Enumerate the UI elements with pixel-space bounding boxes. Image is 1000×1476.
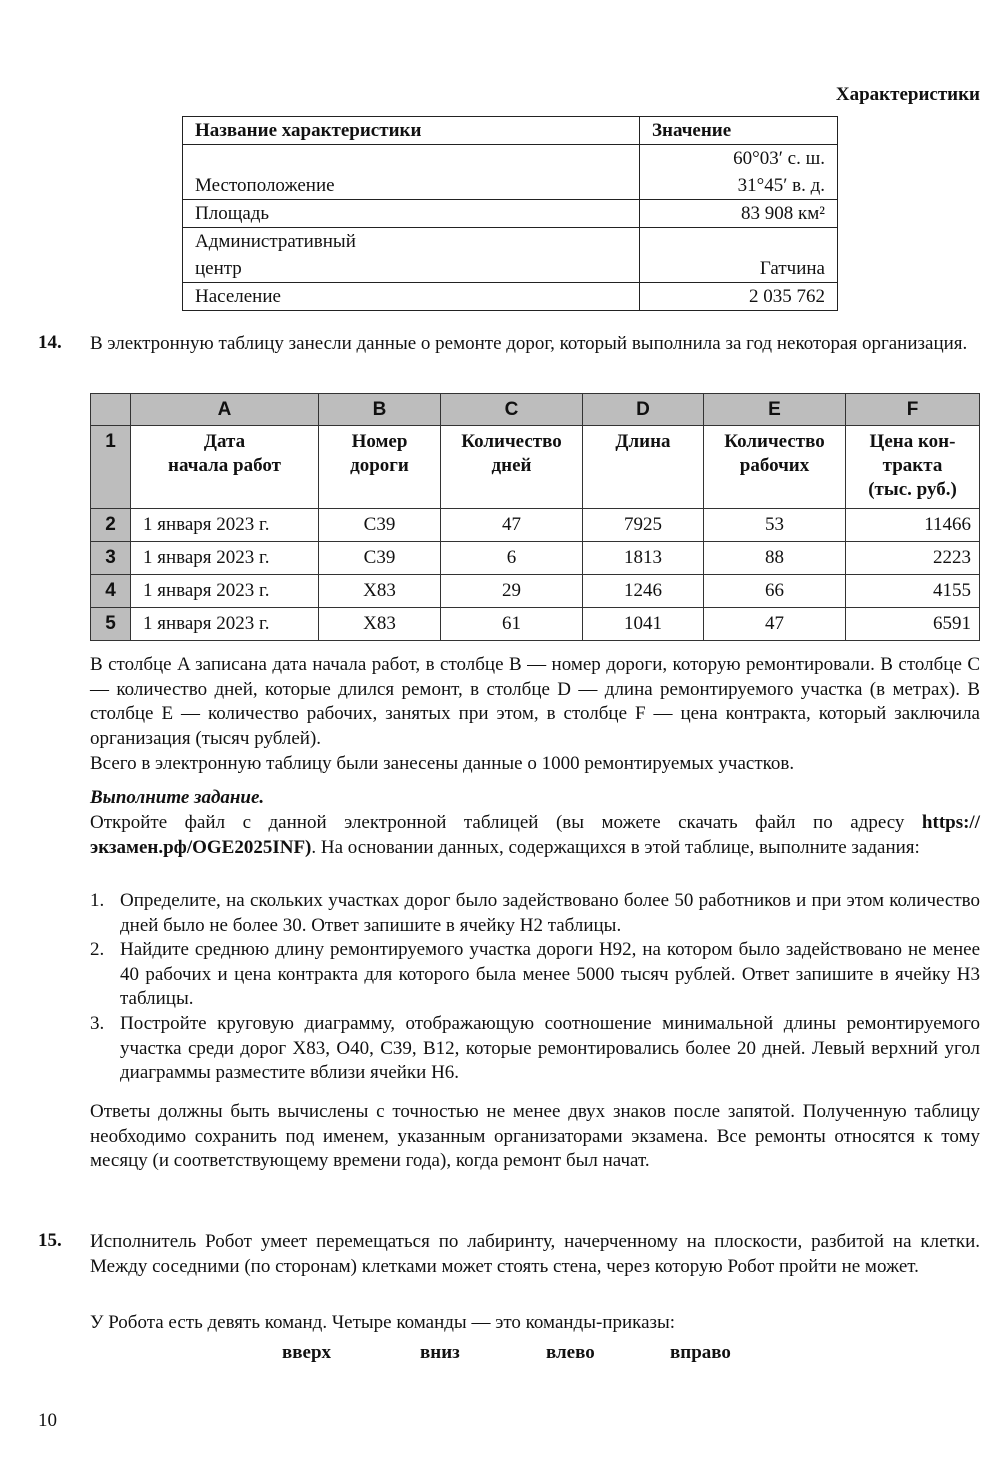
- cell: 11466: [846, 509, 980, 542]
- cell-value: 83 908 км²: [640, 200, 838, 228]
- header-cell: Длина: [583, 426, 704, 509]
- row-header: 4: [91, 575, 131, 608]
- cell: 53: [704, 509, 846, 542]
- cell: 1041: [583, 608, 704, 641]
- row-header: 1: [91, 426, 131, 509]
- cell-value: 60°03′ с. ш. 31°45′ в. д.: [640, 145, 838, 200]
- description: В столбце A записана дата начала работ, в столбце B — номер дороги, которую ремонтировали. В столбце C — количество дней, которые длился ремонт, в столбце D — длина ремонтируемого участка (в метрах). В столбце E — количество рабочих, занятых при этом, в столбце F — цена контракта, который заключила организация (тысяч рублей).: [90, 654, 980, 749]
- column-header: F: [846, 394, 980, 426]
- cell: 47: [704, 608, 846, 641]
- column-header: C: [441, 394, 583, 426]
- cell-value: 2 035 762: [640, 283, 838, 311]
- cell-name: Местоположение: [183, 145, 640, 200]
- table-row: [91, 575, 980, 608]
- task-footer: Ответы должны быть вычислены с точностью не менее двух знаков после запятой. Полученную таблицу необходимо сохранить под именем, указанным организаторами экзамена. Все ремонты относятся к тому месяцу (и соответствующему времени года), когда ремонт был начат.: [90, 1101, 980, 1172]
- task-number: 15.: [38, 1230, 62, 1251]
- cell-name: Площадь: [183, 200, 640, 228]
- description-total: Всего в электронную таблицу были занесены данные о 1000 ремонтируемых участков.: [90, 753, 795, 774]
- column-header: B: [319, 394, 441, 426]
- cell: 1 января 2023 г.: [131, 575, 319, 608]
- cell: 88: [704, 542, 846, 575]
- header-cell: Номер дороги: [319, 426, 441, 509]
- cell: 1 января 2023 г.: [131, 608, 319, 641]
- cell: 1246: [583, 575, 704, 608]
- header-cell: Количество рабочих: [704, 426, 846, 509]
- column-header: A: [131, 394, 319, 426]
- header-cell: Цена кон- тракта (тыс. руб.): [846, 426, 980, 509]
- header-name: Название характеристики: [183, 117, 640, 145]
- cell: 66: [704, 575, 846, 608]
- file-url[interactable]: https://экзамен.рф/OGE2025INF): [90, 812, 980, 858]
- column-header: D: [583, 394, 704, 426]
- command: вниз: [420, 1342, 460, 1363]
- cell: 1 января 2023 г.: [131, 542, 319, 575]
- table-row: [91, 542, 980, 575]
- task-text: Исполнитель Робот умеет перемещаться по лабиринту, начерченному на плоскости, разбитой на клетки. Между соседними (по сторонам) клетками может стоять стена, через которую Робот пройти не может.: [90, 1231, 980, 1277]
- cell: 1813: [583, 542, 704, 575]
- header-cell: Дата начала работ: [131, 426, 319, 509]
- cell: 1 января 2023 г.: [131, 509, 319, 542]
- task-list: [90, 889, 980, 1086]
- header-cell: Количество дней: [441, 426, 583, 509]
- command: вправо: [670, 1342, 731, 1363]
- cell: 2223: [846, 542, 980, 575]
- cell: С39: [319, 509, 441, 542]
- task-number: 14.: [38, 332, 62, 353]
- cell: 61: [441, 608, 583, 641]
- row-header: 5: [91, 608, 131, 641]
- command: вверх: [282, 1342, 332, 1363]
- page-number: 10: [38, 1410, 57, 1431]
- table-row: [91, 509, 980, 542]
- characteristics-table: [182, 116, 838, 311]
- spreadsheet: [90, 393, 980, 641]
- command: влево: [546, 1342, 595, 1363]
- commands-intro: У Робота есть девять команд. Четыре команды — это команды-приказы:: [90, 1312, 676, 1333]
- cell: 6: [441, 542, 583, 575]
- cell: 4155: [846, 575, 980, 608]
- corner-cell: [91, 394, 131, 426]
- row-header: 2: [91, 509, 131, 542]
- task-heading: Выполните задание.: [90, 787, 265, 808]
- list-item: 3. Постройте круговую диаграмму, отображающую соотношение минимальной длины ремонтируемого участка среди дорог Х83, О40, С39, В12, которые ремонтировались более 20 дней. Левый верхний угол диаграммы разместите вблизи ячейки H6.: [90, 1012, 980, 1084]
- cell: С39: [319, 542, 441, 575]
- row-header: 3: [91, 542, 131, 575]
- cell: 47: [441, 509, 583, 542]
- cell-name: Административный центр: [183, 228, 640, 283]
- cell: 29: [441, 575, 583, 608]
- list-item: 2. Найдите среднюю длину ремонтируемого участка дороги Н92, на котором было задействовано не менее 40 рабочих и цена контракта для которого была менее 5000 тысяч рублей. Ответ запишите в ячейку H3 таблицы.: [90, 939, 980, 1010]
- characteristics-title: Характеристики: [835, 84, 980, 105]
- cell-name: Население: [183, 283, 640, 311]
- list-item: 1. Определите, на скольких участках дорог было задействовано более 50 работников и при этом количество дней было не более 30. Ответ запишите в ячейку H2 таблицы.: [90, 890, 980, 936]
- header-value: Значение: [640, 117, 838, 145]
- open-file-text: Откройте файл с данной электронной таблицей (вы можете скачать файл по адресу https://экзамен.рф/OGE2025INF). На основании данных, содержащихся в этой таблице, выполните задания:: [90, 812, 980, 858]
- cell: Х83: [319, 575, 441, 608]
- cell: Х83: [319, 608, 441, 641]
- task-intro: В электронную таблицу занесли данные о ремонте дорог, который выполнила за год некоторая организация.: [90, 333, 968, 354]
- table-row: [91, 608, 980, 641]
- cell: 6591: [846, 608, 980, 641]
- column-header: E: [704, 394, 846, 426]
- cell: 7925: [583, 509, 704, 542]
- cell-value: Гатчина: [640, 228, 838, 283]
